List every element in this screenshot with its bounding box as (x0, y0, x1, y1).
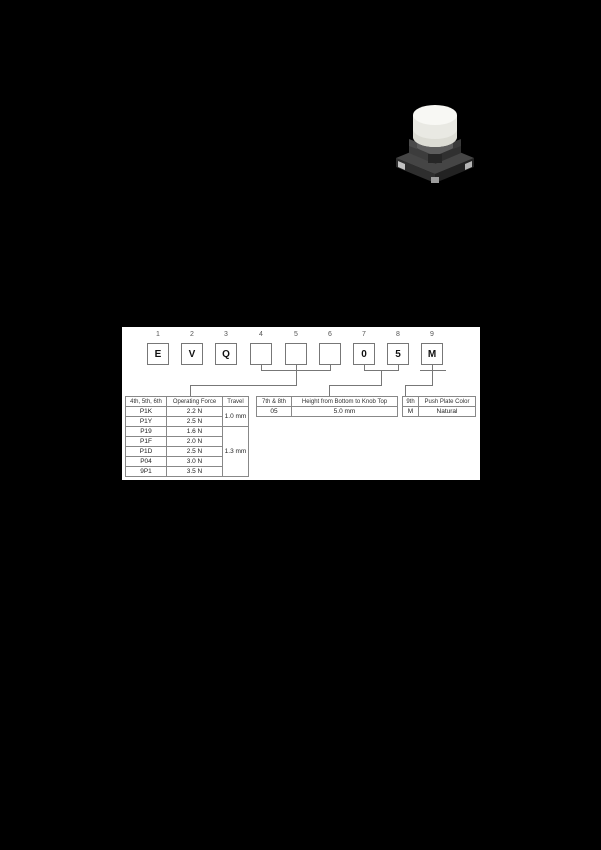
column-header: Height from Bottom to Knob Top (292, 397, 398, 407)
value-cell: 5.0 mm (292, 407, 398, 417)
force-cell: 2.5 N (167, 417, 223, 427)
travel-cell: 1.0 mm (223, 407, 249, 427)
table-row (126, 427, 249, 437)
table-header-row (126, 397, 249, 407)
code-cell: P1K (126, 407, 167, 417)
code-cell: P1Y (126, 417, 167, 427)
part-number-box-3: Q (215, 343, 237, 365)
code-cell: P04 (126, 457, 167, 467)
column-header: Travel (223, 397, 249, 407)
column-header: Push Plate Color (419, 397, 476, 407)
operating-force-table (125, 396, 249, 477)
code-cell: 05 (257, 407, 292, 417)
part-number-box-9: M (421, 343, 443, 365)
column-header: 9th (403, 397, 419, 407)
position-label-5: 5 (294, 331, 298, 338)
force-cell: 2.0 N (167, 437, 223, 447)
column-header: 7th & 8th (257, 397, 292, 407)
push-plate-color-table (402, 396, 476, 417)
force-cell: 2.5 N (167, 447, 223, 457)
code-cell: P19 (126, 427, 167, 437)
code-cell: M (403, 407, 419, 417)
height-table (256, 396, 398, 417)
position-label-7: 7 (362, 331, 366, 338)
part-number-diagram-panel (122, 327, 480, 480)
position-label-3: 3 (224, 331, 228, 338)
table-header-row (403, 397, 476, 407)
switch-knob-top (413, 105, 457, 125)
table-row (257, 407, 398, 417)
part-number-box-7: 0 (353, 343, 375, 365)
product-photo (386, 95, 484, 189)
part-number-box-1: E (147, 343, 169, 365)
force-cell: 1.6 N (167, 427, 223, 437)
part-number-box-2: V (181, 343, 203, 365)
position-label-1: 1 (156, 331, 160, 338)
force-cell: 3.0 N (167, 457, 223, 467)
table-header-row (257, 397, 398, 407)
table-row (126, 407, 249, 417)
table-row (403, 407, 476, 417)
value-cell: Natural (419, 407, 476, 417)
part-number-box-8: 5 (387, 343, 409, 365)
code-cell: P1D (126, 447, 167, 457)
force-cell: 2.2 N (167, 407, 223, 417)
switch-housing-notch (428, 154, 442, 163)
force-cell: 3.5 N (167, 467, 223, 477)
switch-terminal-icon (431, 177, 439, 183)
position-label-8: 8 (396, 331, 400, 338)
column-header: 4th, 5th, 6th (126, 397, 167, 407)
position-label-9: 9 (430, 331, 434, 338)
travel-cell: 1.3 mm (223, 427, 249, 477)
code-cell: 9P1 (126, 467, 167, 477)
code-cell: P1F (126, 437, 167, 447)
position-label-6: 6 (328, 331, 332, 338)
position-label-4: 4 (259, 331, 263, 338)
column-header: Operating Force (167, 397, 223, 407)
position-label-2: 2 (190, 331, 194, 338)
